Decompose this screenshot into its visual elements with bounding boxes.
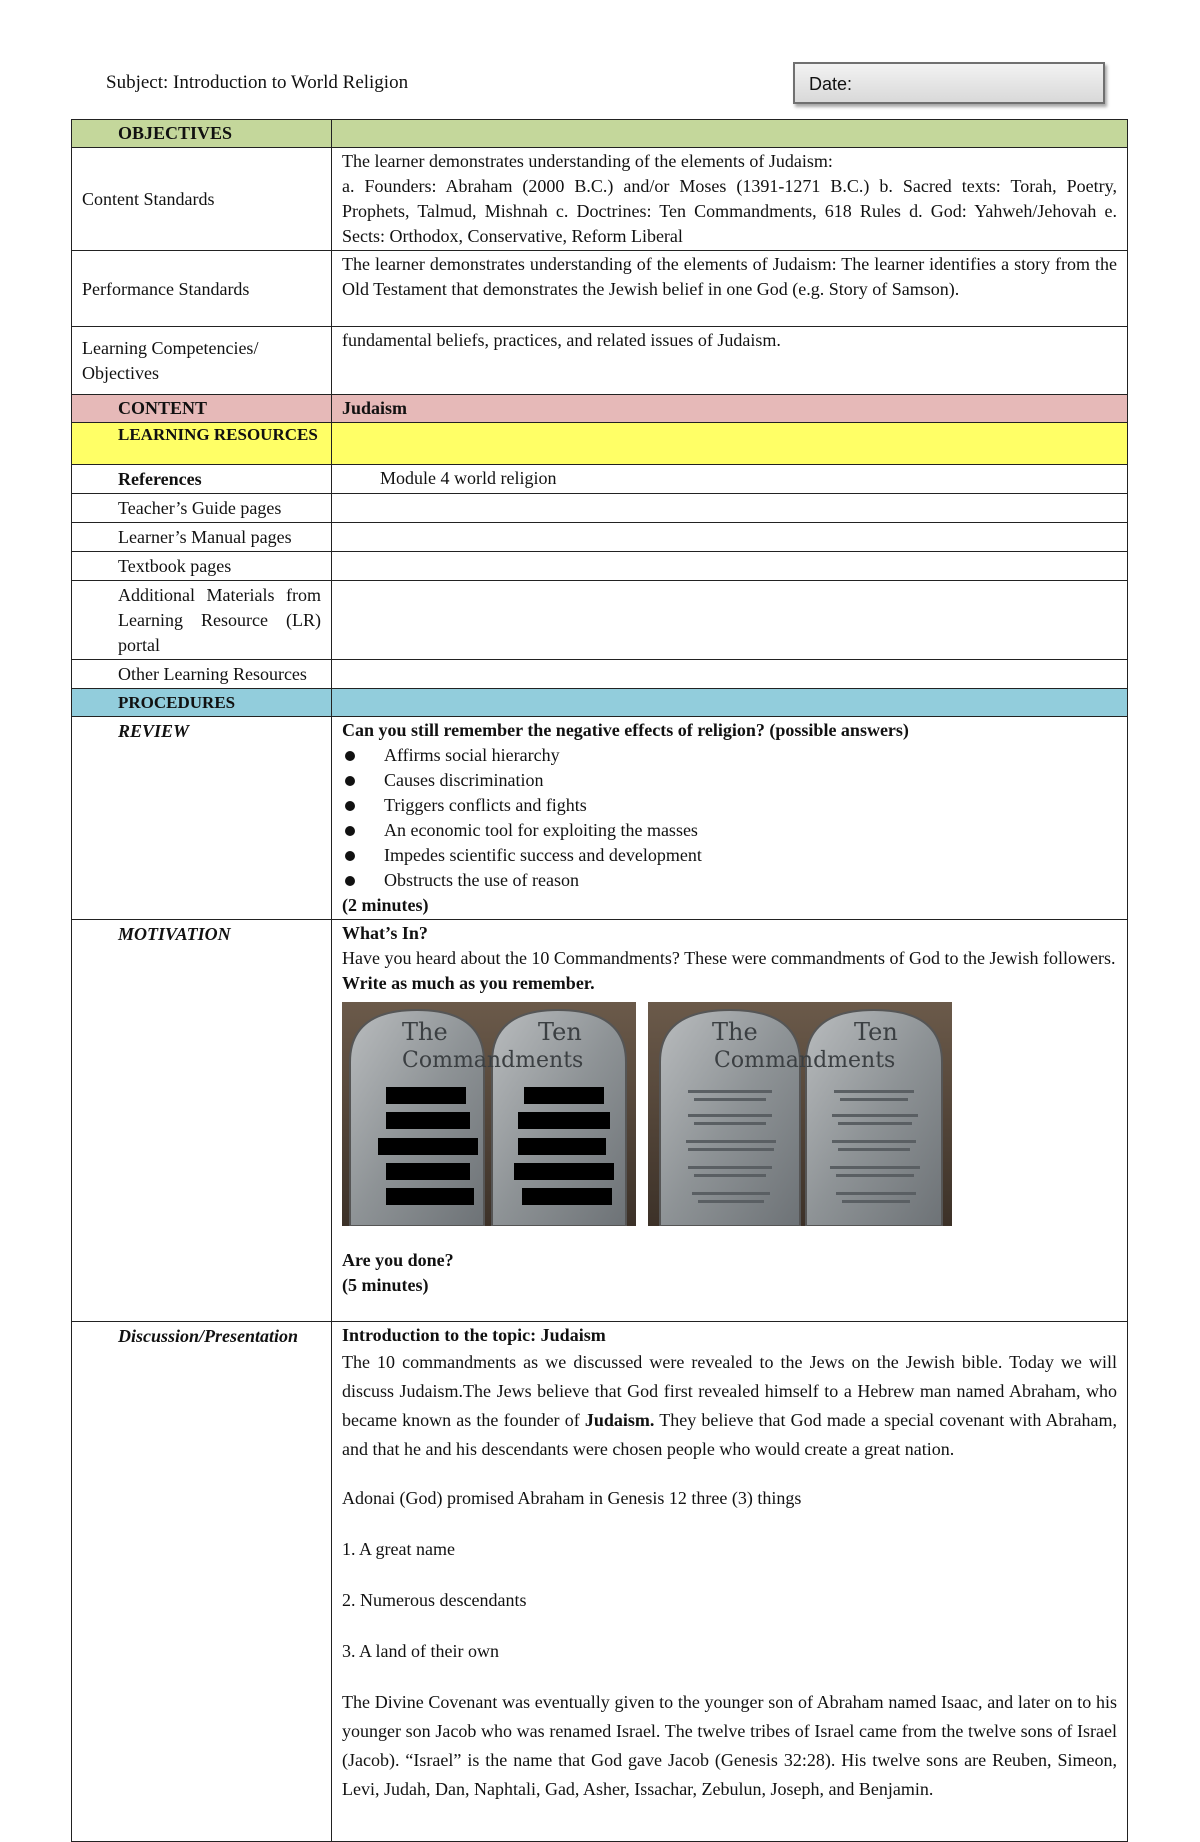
discussion-paragraph: Adonai (God) promised Abraham in Genesis 12 three (3) things bbox=[342, 1488, 802, 1508]
textbook-label: Textbook pages bbox=[72, 552, 332, 581]
list-item: An economic tool for exploiting the masses bbox=[342, 818, 1117, 843]
learners-manual-value bbox=[332, 523, 1128, 552]
discussion-para1-start: The 10 commandments as we discussed were revealed to the Jews on the Jewish bible. Today we will discuss Judaism.The Jews believe that God first revealed himself to a Hebrew man named Abraham, who became known as the founder of bbox=[342, 1352, 1117, 1430]
additional-materials-value bbox=[332, 581, 1128, 660]
redaction-bar bbox=[518, 1138, 606, 1155]
learners-manual-label: Learner’s Manual pages bbox=[72, 523, 332, 552]
motivation-done: Are you done? bbox=[342, 1250, 454, 1270]
tablet-text-ten: Ten bbox=[854, 1018, 898, 1046]
procedures-heading: PROCEDURES bbox=[72, 689, 332, 717]
content-label: CONTENT bbox=[72, 395, 332, 423]
discussion-label: Discussion/Presentation bbox=[72, 1322, 332, 1842]
list-item: Obstructs the use of reason bbox=[342, 868, 1117, 893]
discussion-paragraph bbox=[342, 1348, 1117, 1464]
subject-line: Subject: Introduction to World Religion bbox=[106, 72, 409, 93]
promise-item: 1. A great name bbox=[342, 1539, 455, 1559]
tablet-text-the: The bbox=[712, 1018, 758, 1046]
redacted-tablets-image bbox=[342, 1002, 636, 1226]
competencies-text: fundamental beliefs, practices, and related issues of Judaism. bbox=[332, 327, 1128, 395]
review-list bbox=[342, 743, 1117, 893]
tablet-text-ten: Ten bbox=[538, 1018, 582, 1046]
redaction-bar bbox=[386, 1087, 466, 1104]
review-time: (2 minutes) bbox=[342, 895, 429, 915]
discussion-title: Introduction to the topic: Judaism bbox=[342, 1325, 606, 1345]
tablet-text-commandments: Commandments bbox=[714, 1048, 896, 1073]
redaction-bar bbox=[386, 1163, 470, 1180]
review-question: Can you still remember the negative effects of religion? (possible answers) bbox=[342, 720, 909, 740]
learning-resources-filler bbox=[332, 423, 1128, 465]
competencies-label: Learning Competencies/ Objectives bbox=[72, 327, 332, 395]
discussion-paragraph: The Divine Covenant was eventually given to the younger son of Abraham named Isaac, and later on to his younger son Jacob who was renamed Israel. The twelve tribes of Israel came from the twelve sons of Israel (Jacob). “Israel” is the name that God gave Jacob (Genesis 32:28). His twelve sons are Reuben, Simeon, Levi, Judah, Dan, Naphtali, Gad, Asher, Issachar, Zebulun, Joseph, and Benjamin. bbox=[342, 1692, 1117, 1799]
motivation-text: Have you heard about the 10 Commandments? These were commandments of God to the Jewish followers. bbox=[342, 948, 1116, 968]
content-standards-line2: a. Founders: Abraham (2000 B.C.) and/or Moses (1391-1271 B.C.) b. Sacred texts: Torah, Poetry, Prophets, Talmud, Mishnah c. Doctrines: Ten Commandments, 618 Rules d. God: Yahweh/Jehovah e. Sects: Orthodox, Conservative, Reform Liberal bbox=[342, 176, 1117, 246]
additional-materials-label: Additional Materials from Learning Resource (LR) portal bbox=[72, 581, 332, 660]
tablet-text-the: The bbox=[402, 1018, 448, 1046]
tablet-text-commandments: Commandments bbox=[402, 1048, 584, 1073]
redaction-bar bbox=[378, 1138, 478, 1155]
motivation-instruction: Write as much as you remember. bbox=[342, 973, 595, 993]
list-item: Causes discrimination bbox=[342, 768, 1117, 793]
content-standards-label: Content Standards bbox=[72, 148, 332, 251]
content-standards-line1: The learner demonstrates understanding of the elements of Judaism: bbox=[342, 151, 833, 171]
redaction-bar bbox=[386, 1188, 474, 1205]
teachers-guide-value bbox=[332, 494, 1128, 523]
review-cell bbox=[332, 717, 1128, 920]
redaction-bar bbox=[524, 1087, 604, 1104]
teachers-guide-label: Teacher’s Guide pages bbox=[72, 494, 332, 523]
procedures-heading-filler bbox=[332, 689, 1128, 717]
redaction-bar bbox=[522, 1188, 612, 1205]
performance-standards-text: The learner demonstrates understanding of the elements of Judaism: The learner identifies a story from the Old Testament that demonstrates the Jewish belief in one God (e.g. Story of Samson). bbox=[332, 251, 1128, 327]
motivation-label: MOTIVATION bbox=[72, 920, 332, 1322]
motivation-title: What’s In? bbox=[342, 923, 428, 943]
list-item: Impedes scientific success and development bbox=[342, 843, 1117, 868]
discussion-cell bbox=[332, 1322, 1128, 1842]
commandments-images bbox=[342, 1002, 1117, 1226]
discussion-para1-end: They believe that God made a special covenant with Abraham, and that he and his descendants were chosen people who would create a great nation. bbox=[342, 1410, 1117, 1459]
date-field[interactable]: Date: bbox=[793, 62, 1105, 104]
list-item: Affirms social hierarchy bbox=[342, 743, 1117, 768]
textbook-value bbox=[332, 552, 1128, 581]
objectives-heading: OBJECTIVES bbox=[72, 120, 332, 148]
full-tablets-image bbox=[648, 1002, 952, 1226]
redaction-bar bbox=[386, 1112, 470, 1129]
content-standards-text bbox=[332, 148, 1128, 251]
motivation-time: (5 minutes) bbox=[342, 1275, 429, 1295]
references-value: Module 4 world religion bbox=[332, 465, 1128, 494]
promise-item: 3. A land of their own bbox=[342, 1641, 499, 1661]
list-item: Triggers conflicts and fights bbox=[342, 793, 1117, 818]
lesson-plan-table bbox=[71, 119, 1128, 1842]
objectives-heading-filler bbox=[332, 120, 1128, 148]
redaction-bar bbox=[518, 1112, 610, 1129]
promise-item: 2. Numerous descendants bbox=[342, 1590, 527, 1610]
motivation-cell bbox=[332, 920, 1128, 1322]
review-label: REVIEW bbox=[72, 717, 332, 920]
learning-resources-heading: LEARNING RESOURCES bbox=[72, 423, 332, 465]
other-resources-value bbox=[332, 660, 1128, 689]
discussion-para1-bold: Judaism. bbox=[584, 1410, 655, 1430]
other-resources-label: Other Learning Resources bbox=[72, 660, 332, 689]
performance-standards-label: Performance Standards bbox=[72, 251, 332, 327]
references-label: References bbox=[72, 465, 332, 494]
content-value: Judaism bbox=[332, 395, 1128, 423]
redaction-bar bbox=[514, 1163, 614, 1180]
